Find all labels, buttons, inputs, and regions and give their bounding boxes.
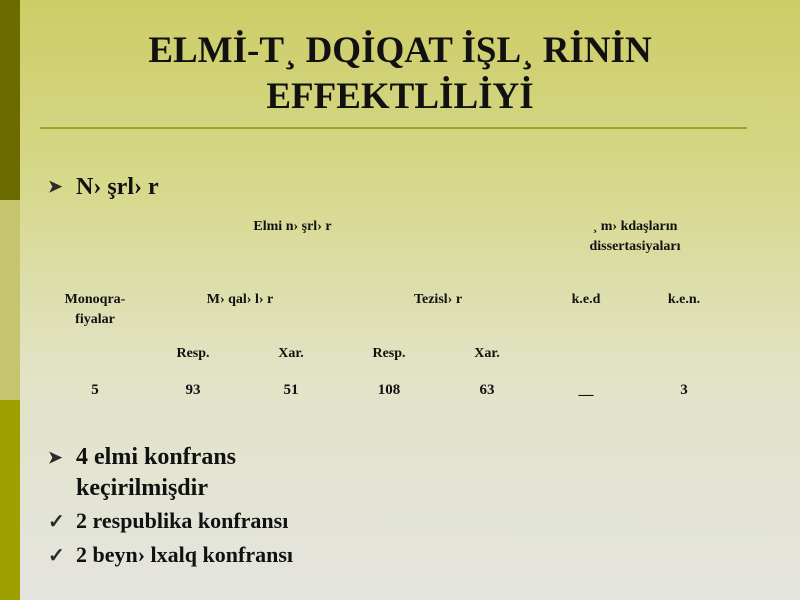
value-theses-xar: 63 <box>479 382 495 398</box>
arrow-bullet-icon: ➤ <box>48 177 63 196</box>
conferences-line-1: 4 elmi konfrans <box>76 444 237 470</box>
bullet-text: N› şrl› r <box>76 174 159 200</box>
title-line-2: EFFEKTLİLİYİ <box>266 76 534 117</box>
conferences-line-2: keçirilmişdir <box>76 475 208 501</box>
value-articles-xar: 51 <box>283 382 299 398</box>
header-articles: M› qal› l› r <box>206 292 274 307</box>
subheader-articles-resp: Resp. <box>176 346 210 361</box>
sidebar-stripe-light <box>0 200 20 400</box>
header-staff-line-2: dissertasiyaları <box>589 239 681 254</box>
check-bullet-icon: ✓ <box>48 511 65 533</box>
value-candidate: 3 <box>680 382 688 398</box>
slide-title <box>40 28 760 120</box>
title-line-1: ELMİ-T¸ DQİQAT İŞL¸ RİNİN <box>148 30 652 71</box>
header-candidate: k.e.n. <box>667 292 701 307</box>
header-monographs-line-1: Monoqra- <box>64 292 126 307</box>
bullet-international-conferences <box>48 542 293 568</box>
header-scientific-publications: Elmi n› şrl› r <box>253 219 332 234</box>
header-phd: k.e.d <box>571 292 601 307</box>
value-phd: __ <box>578 382 594 398</box>
subheader-theses-xar: Xar. <box>474 346 500 361</box>
bullet-text: 2 respublika konfransı <box>76 508 289 533</box>
bullet-publications <box>48 174 159 201</box>
value-theses-resp: 108 <box>377 382 401 398</box>
header-theses: Tezisl› r <box>413 292 463 307</box>
bullet-republic-conferences <box>48 508 288 534</box>
header-staff-dissertations <box>555 217 715 257</box>
bullet-text <box>76 442 236 504</box>
sidebar-stripe-olive <box>0 400 20 600</box>
bullet-conferences <box>48 442 236 504</box>
title-underline <box>40 127 747 129</box>
arrow-bullet-icon: ➤ <box>48 448 63 467</box>
subheader-theses-resp: Resp. <box>372 346 406 361</box>
header-monographs <box>45 290 145 330</box>
header-staff-line-1: ¸ m› kdaşların <box>592 219 678 234</box>
check-bullet-icon: ✓ <box>48 545 65 567</box>
subheader-articles-xar: Xar. <box>278 346 304 361</box>
value-articles-resp: 93 <box>185 382 201 398</box>
header-monographs-line-2: fiyalar <box>75 312 115 327</box>
sidebar-stripe-dark <box>0 0 20 200</box>
bullet-text: 2 beyn› lxalq konfransı <box>76 542 293 567</box>
value-monographs: 5 <box>91 382 99 398</box>
